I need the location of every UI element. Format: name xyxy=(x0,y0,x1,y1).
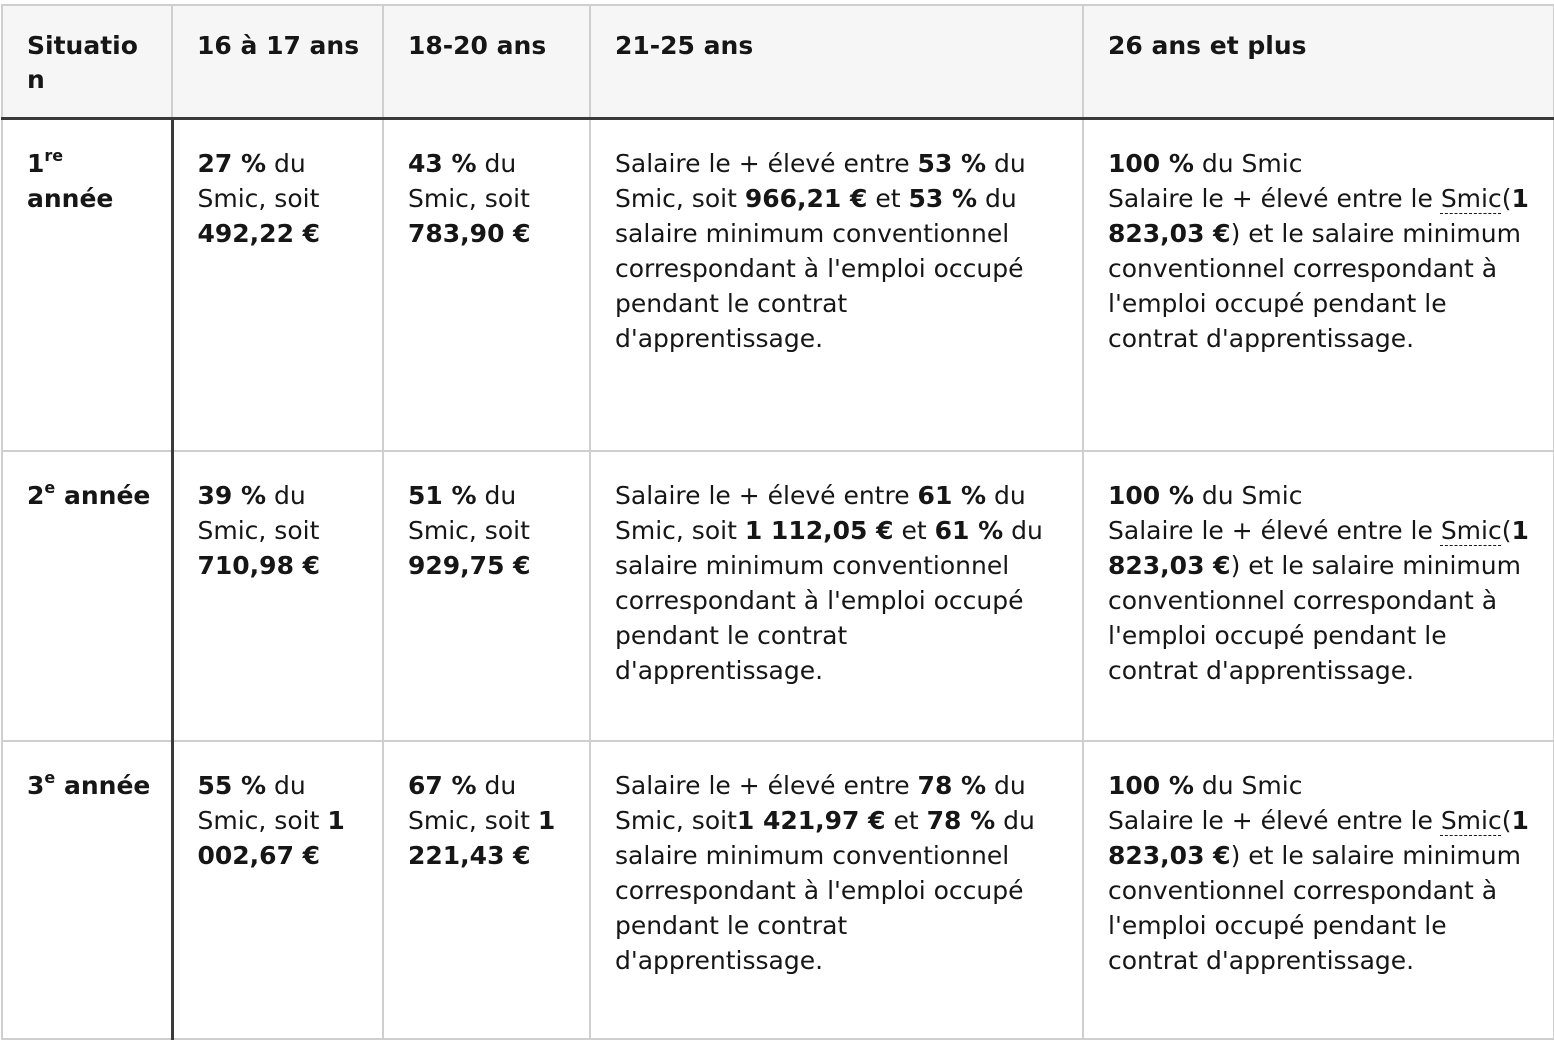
text: Salaire le + élevé entre le xyxy=(1108,516,1441,545)
table-row xyxy=(2,119,1554,452)
amount: 1 221,43 € xyxy=(408,806,556,870)
amount: 966,21 € xyxy=(744,184,868,213)
text: ( xyxy=(1501,806,1512,835)
text: Salaire le + élevé entre le xyxy=(1108,806,1441,835)
cell-26-plus xyxy=(1083,741,1554,1039)
text: du Smic, soit xyxy=(197,481,320,545)
cell-16-17 xyxy=(172,119,383,452)
amount: 1 823,03 € xyxy=(1108,806,1529,870)
year-ordinal: re xyxy=(44,145,64,165)
smic-line xyxy=(1108,478,1533,513)
text: Salaire le + élevé entre xyxy=(615,771,918,800)
smic-line xyxy=(1108,146,1533,181)
table-header xyxy=(2,5,1554,119)
text: et xyxy=(867,184,909,213)
text: du Smic, soit xyxy=(615,771,1026,835)
percent: 100 % xyxy=(1108,771,1194,800)
cell-18-20 xyxy=(383,119,590,452)
percent: 55 % xyxy=(197,771,267,800)
amount: 783,90 € xyxy=(408,219,531,248)
percent: 39 % xyxy=(197,481,267,510)
text: ( xyxy=(1501,516,1512,545)
year-ordinal: e xyxy=(44,767,56,787)
cell-16-17 xyxy=(172,741,383,1039)
percent: 43 % xyxy=(408,149,477,178)
text: Salaire le + élevé entre xyxy=(615,149,918,178)
text: ( xyxy=(1501,184,1512,213)
text: du Smic, soit xyxy=(408,481,530,545)
amount: 710,98 € xyxy=(197,551,321,580)
text: du salaire minimum conventionnel correspondant à l'emploi occupé pendant le contrat d'apprentissage. xyxy=(615,516,1043,685)
table-row xyxy=(2,451,1554,741)
percent: 78 % xyxy=(926,806,996,835)
percent: 67 % xyxy=(408,771,477,800)
cell-18-20 xyxy=(383,741,590,1039)
smic-abbreviation[interactable]: Smic xyxy=(1440,184,1502,213)
amount: 492,22 € xyxy=(197,219,321,248)
text: Salaire le + élevé entre xyxy=(615,481,918,510)
smic-line xyxy=(1108,768,1533,803)
percent: 78 % xyxy=(917,771,987,800)
percent: 51 % xyxy=(408,481,477,510)
text: et xyxy=(893,516,935,545)
table-row xyxy=(2,741,1554,1039)
smic-abbreviation[interactable]: Smic xyxy=(1440,806,1502,835)
text: du salaire minimum conventionnel correspondant à l'emploi occupé pendant le contrat d'apprentissage. xyxy=(615,184,1024,353)
year-word: année xyxy=(63,481,151,510)
cell-26-plus xyxy=(1083,451,1554,741)
header-18-20: 18-20 ans xyxy=(383,5,590,119)
amount: 1 823,03 € xyxy=(1108,516,1529,580)
text: du Smic xyxy=(1193,481,1303,510)
year-ordinal: e xyxy=(44,477,56,497)
text: du Smic, soit xyxy=(408,771,538,835)
year-number: 3 xyxy=(27,771,45,800)
cell-21-25 xyxy=(590,119,1083,452)
row-situation xyxy=(2,741,172,1039)
percent: 100 % xyxy=(1108,149,1194,178)
text: et xyxy=(885,806,927,835)
text: du Smic xyxy=(1193,771,1303,800)
text: du Smic xyxy=(1193,149,1303,178)
percent: 100 % xyxy=(1108,481,1194,510)
percent: 61 % xyxy=(934,516,1004,545)
text: ) et le salaire minimum conventionnel correspondant à l'emploi occupé pendant le contrat d'apprentissage. xyxy=(1108,219,1521,353)
text: du Smic, soit xyxy=(615,149,1026,213)
text: du Smic, soit xyxy=(615,481,1026,545)
header-situation: Situation xyxy=(2,5,172,119)
header-26-plus: 26 ans et plus xyxy=(1083,5,1554,119)
apprentice-salary-table xyxy=(1,4,1554,1040)
text: du Smic, soit xyxy=(197,771,328,835)
amount: 929,75 € xyxy=(408,551,531,580)
smic-abbreviation[interactable]: Smic xyxy=(1440,516,1502,545)
percent: 53 % xyxy=(908,184,978,213)
row-situation xyxy=(2,119,172,452)
cell-21-25 xyxy=(590,451,1083,741)
text: du Smic, soit xyxy=(408,149,530,213)
text: Salaire le + élevé entre le xyxy=(1108,184,1441,213)
cell-21-25 xyxy=(590,741,1083,1039)
text: du Smic, soit xyxy=(197,149,320,213)
amount: 1 112,05 € xyxy=(744,516,894,545)
table-body xyxy=(2,119,1554,1040)
year-word: année xyxy=(63,771,151,800)
header-row xyxy=(2,5,1554,119)
header-21-25: 21-25 ans xyxy=(590,5,1083,119)
cell-18-20 xyxy=(383,451,590,741)
year-word: année xyxy=(27,184,114,213)
header-16-17: 16 à 17 ans xyxy=(172,5,383,119)
amount: 1 002,67 € xyxy=(197,806,345,870)
row-situation xyxy=(2,451,172,741)
cell-16-17 xyxy=(172,451,383,741)
text: ) et le salaire minimum conventionnel correspondant à l'emploi occupé pendant le contrat d'apprentissage. xyxy=(1108,551,1521,685)
text: du salaire minimum conventionnel correspondant à l'emploi occupé pendant le contrat d'apprentissage. xyxy=(615,806,1035,975)
cell-26-plus xyxy=(1083,119,1554,452)
percent: 27 % xyxy=(197,149,267,178)
percent: 53 % xyxy=(917,149,987,178)
text: ) et le salaire minimum conventionnel correspondant à l'emploi occupé pendant le contrat d'apprentissage. xyxy=(1108,841,1521,975)
percent: 61 % xyxy=(917,481,987,510)
year-number: 2 xyxy=(27,481,45,510)
amount: 1 823,03 € xyxy=(1108,184,1529,248)
year-number: 1 xyxy=(27,149,45,178)
amount: 1 421,97 € xyxy=(736,806,886,835)
